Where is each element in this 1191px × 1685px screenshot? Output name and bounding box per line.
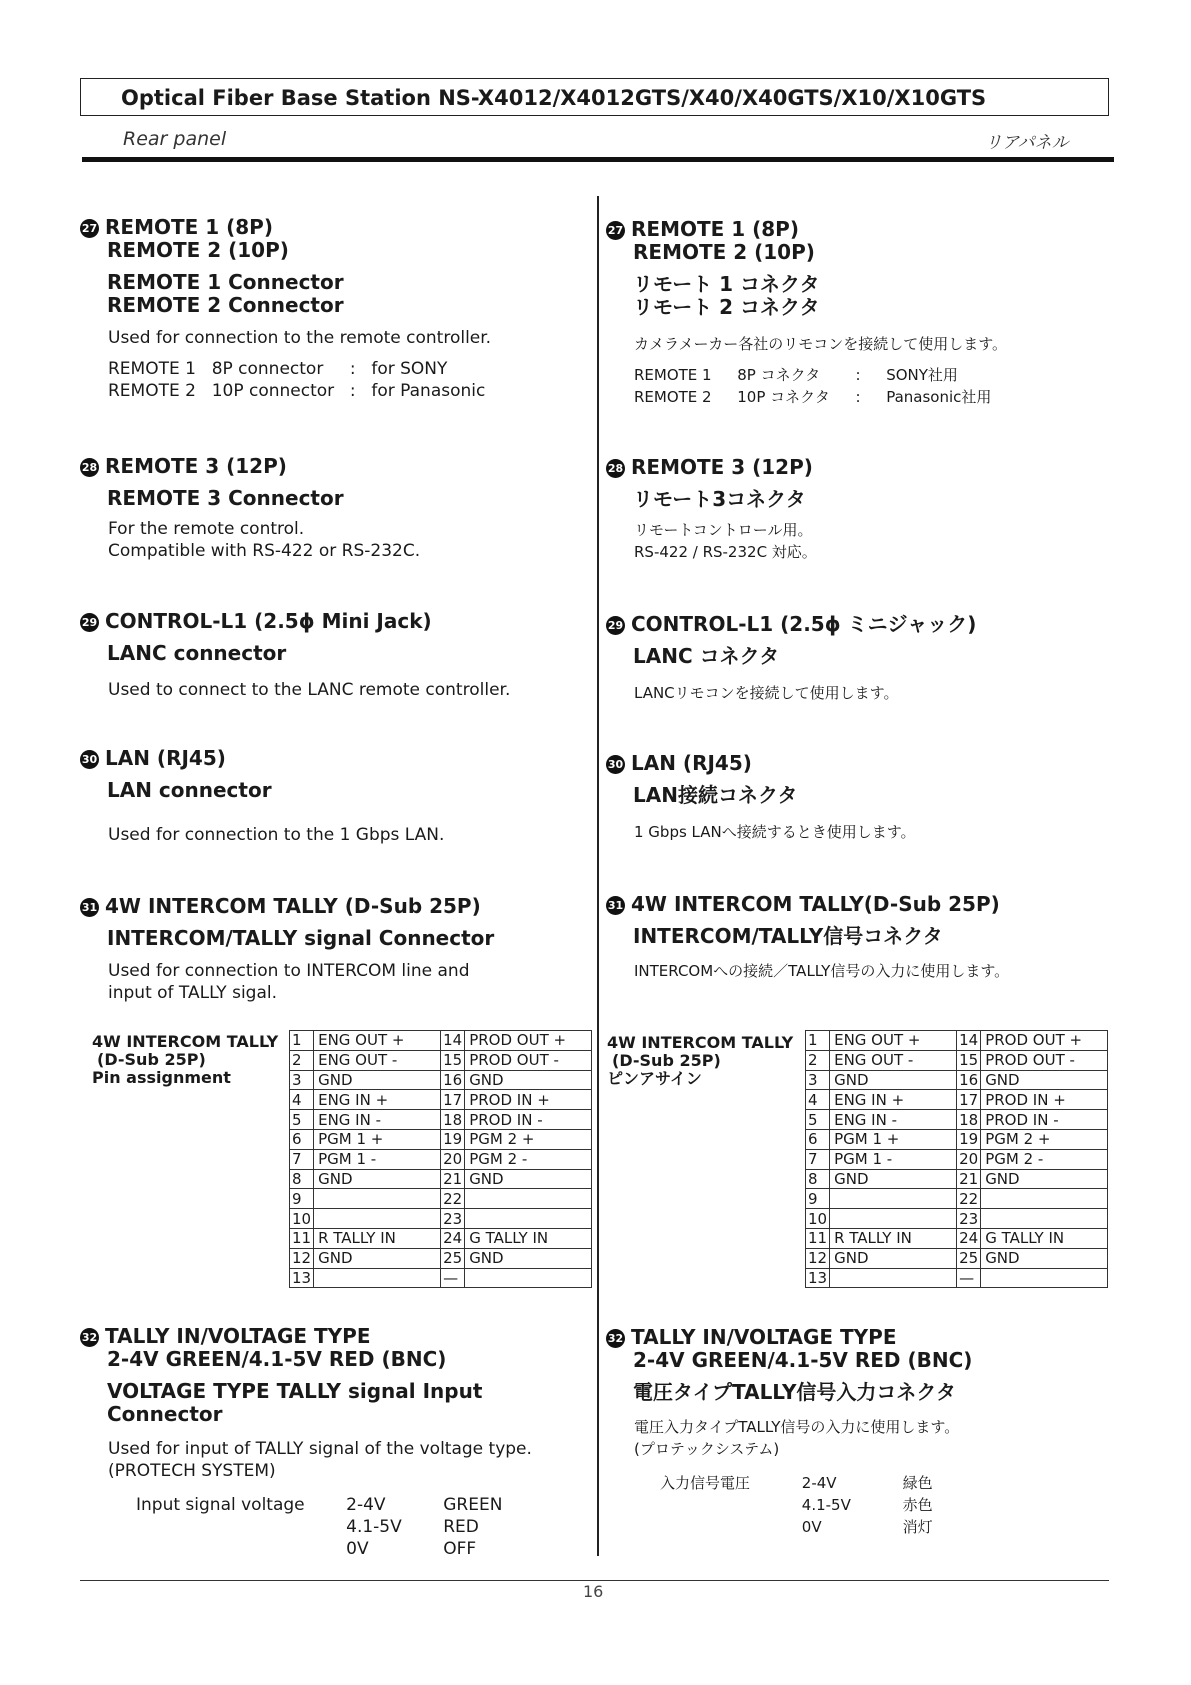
pin-number: 17 [957,1090,981,1110]
pin-signal: PGM 2 + [465,1129,592,1149]
en-s29-title: CONTROL-L1 (2.5ϕ Mini Jack) [105,609,432,633]
pin-signal [981,1268,1108,1288]
jp-s27-spec [606,364,1007,408]
pin-signal [314,1209,441,1229]
en-pin-label1: 4W INTERCOM TALLY [92,1032,279,1051]
section-number-badge: 32 [80,1328,99,1347]
pin-signal: GND [465,1169,592,1189]
section-number-badge: 30 [80,750,99,769]
pin-number: 4 [806,1090,830,1110]
en-s32-desc [80,1438,532,1482]
page-number: 16 [583,1582,604,1601]
pin-number: 6 [290,1129,314,1149]
voltage-state: 赤色 [902,1496,933,1514]
pin-number: 9 [290,1189,314,1209]
jp-s30-desc: 1 Gbps LANへ接続するとき使用します。 [634,823,916,841]
page-title: Optical Fiber Base Station NS-X4012/X4012GTS/X40/X40GTS/X10/X10GTS [121,86,987,110]
pin-signal: PROD IN + [465,1090,592,1110]
spec-cell: 8P コネクタ [737,366,821,384]
footer-rule [80,1580,1109,1581]
pin-signal: ENG IN - [314,1110,441,1130]
jp-pin-table [805,1030,1108,1288]
en-s31-desc1: Used for connection to INTERCOM line and [108,961,470,981]
pin-row [290,1189,592,1209]
en-s27-sub2: REMOTE 2 Connector [107,293,344,317]
en-s27-subtitle [80,271,491,317]
pin-signal: GND [830,1070,957,1090]
pin-row [806,1031,1108,1051]
pin-signal: PGM 2 - [981,1149,1108,1169]
pin-signal [465,1189,592,1209]
pin-number: 19 [957,1129,981,1149]
en-s27-sub1: REMOTE 1 Connector [107,270,344,294]
jp-s31-heading [606,893,1009,916]
pin-number: 20 [957,1149,981,1169]
pin-row [806,1228,1108,1248]
pin-signal: ENG IN + [314,1090,441,1110]
pin-number: 21 [957,1169,981,1189]
pin-number: 18 [441,1110,465,1130]
pin-signal: PROD IN - [981,1110,1108,1130]
pin-signal [465,1209,592,1229]
spec-cell: : [349,381,356,401]
pin-number: 4 [290,1090,314,1110]
section-number-badge: 28 [80,458,99,477]
en-section-30 [80,747,444,846]
pin-number: 16 [957,1070,981,1090]
en-s27-title2: REMOTE 2 (10P) [107,238,289,262]
pin-row [806,1090,1108,1110]
en-s32-voltages [80,1494,532,1560]
jp-s32-desc2: (プロテックシステム) [634,1440,780,1458]
en-s31-heading [80,895,494,918]
spec-cell: : [855,366,861,384]
voltage-state: 消灯 [902,1518,933,1536]
pin-signal: GND [314,1070,441,1090]
pin-row [290,1070,592,1090]
pin-signal [981,1189,1108,1209]
en-s32-desc2: (PROTECH SYSTEM) [108,1461,276,1481]
pin-number: 17 [441,1090,465,1110]
pin-number: 22 [957,1189,981,1209]
jp-s28-desc2: RS-422 / RS-232C 対応。 [634,543,817,561]
en-s27-desc: Used for connection to the remote controller. [108,328,492,348]
jp-s30-sub: LAN接続コネクタ [633,783,798,807]
jp-s28-sub: リモート3コネクタ [633,487,806,511]
pin-signal: GND [830,1248,957,1268]
pin-signal [830,1189,957,1209]
en-s32-title1: TALLY IN/VOLTAGE TYPE [105,1324,371,1348]
section-number-badge: 29 [80,613,99,632]
pin-signal [314,1268,441,1288]
en-s31-title: 4W INTERCOM TALLY (D-Sub 25P) [105,894,481,918]
pin-signal: GND [981,1070,1108,1090]
voltage-label: Input signal voltage [136,1495,305,1515]
section-number-badge: 28 [606,459,625,478]
pin-number: 5 [806,1110,830,1130]
pin-number: 7 [290,1149,314,1169]
subtitle-jp: リアパネル [985,133,1069,153]
voltage-state: RED [443,1517,479,1537]
pin-signal: R TALLY IN [314,1228,441,1248]
en-section-31 [80,895,494,1004]
pin-number: 13 [806,1268,830,1288]
pin-signal: GND [314,1169,441,1189]
pin-number: 12 [806,1248,830,1268]
jp-s27-desc: カメラメーカー各社のリモコンを接続して使用します。 [634,335,1008,353]
en-s28-heading [80,455,420,478]
en-s32-heading [80,1325,532,1371]
pin-signal: ENG OUT + [314,1031,441,1051]
en-s32-sub1: VOLTAGE TYPE TALLY signal Input [107,1379,483,1403]
pin-number: 15 [957,1050,981,1070]
en-s30-title: LAN (RJ45) [105,746,226,770]
pin-number: 24 [441,1228,465,1248]
header-box [80,78,1109,116]
pin-row [806,1209,1108,1229]
pin-number: 25 [957,1248,981,1268]
pin-number: 14 [441,1031,465,1051]
jp-s31-sub: INTERCOM/TALLY信号コネクタ [633,924,943,948]
pin-signal: PGM 2 - [465,1149,592,1169]
jp-section-29 [606,613,976,704]
pin-number: — [441,1268,465,1288]
section-number-badge: 27 [606,221,625,240]
spec-cell: 10P コネクタ [737,388,830,406]
jp-s29-sub: LANC コネクタ [633,644,780,668]
spec-cell: REMOTE 1 [634,366,712,384]
en-pin-label3: Pin assignment [92,1068,231,1087]
pin-number: 18 [957,1110,981,1130]
spec-cell: Panasonic社用 [886,388,992,406]
pin-number: 14 [957,1031,981,1051]
jp-s32-title1: TALLY IN/VOLTAGE TYPE [631,1325,897,1349]
pin-row [806,1129,1108,1149]
pin-row [806,1248,1108,1268]
jp-s28-desc [606,519,817,563]
en-section-28 [80,455,420,562]
pin-number: 5 [290,1110,314,1130]
en-s32-subtitle [80,1380,532,1426]
pin-number: 20 [441,1149,465,1169]
pin-number: 15 [441,1050,465,1070]
spec-cell: : [855,388,861,406]
jp-s28-desc1: リモートコントロール用。 [634,521,813,539]
pin-number: 8 [290,1169,314,1189]
spec-cell: for Panasonic [371,381,486,401]
pin-signal: PROD OUT - [981,1050,1108,1070]
pin-signal: ENG OUT + [830,1031,957,1051]
en-s28-desc1: For the remote control. [108,519,305,539]
header-rule [82,157,1114,162]
voltage-value: 4.1-5V [801,1496,851,1514]
pin-row [290,1248,592,1268]
pin-signal [465,1268,592,1288]
jp-s32-desc1: 電圧入力タイプTALLY信号の入力に使用します。 [634,1418,960,1436]
pin-row [290,1110,592,1130]
pin-signal: ENG IN + [830,1090,957,1110]
pin-signal [830,1209,957,1229]
pin-number: 13 [290,1268,314,1288]
pin-signal: PGM 1 + [830,1129,957,1149]
pin-number: 10 [806,1209,830,1229]
pin-signal: PGM 2 + [981,1129,1108,1149]
pin-row [290,1090,592,1110]
jp-s32-sub: 電圧タイプTALLY信号入力コネクタ [633,1380,957,1404]
pin-number: 10 [290,1209,314,1229]
en-s27-spec [80,358,491,402]
pin-signal: GND [465,1248,592,1268]
jp-s31-title: 4W INTERCOM TALLY(D-Sub 25P) [631,892,1000,916]
pin-row [806,1169,1108,1189]
pin-number: 11 [806,1228,830,1248]
pin-number: 19 [441,1129,465,1149]
jp-section-30 [606,752,916,843]
jp-s28-title: REMOTE 3 (12P) [631,455,813,479]
spec-cell: REMOTE 1 [108,359,196,379]
pin-table-body [806,1031,1108,1288]
voltage-value: 0V [801,1518,822,1536]
pin-signal: PGM 1 - [830,1149,957,1169]
pin-signal: PROD OUT + [465,1031,592,1051]
jp-s27-subtitle [606,273,1007,319]
voltage-state: OFF [443,1539,477,1559]
voltage-state: GREEN [443,1495,503,1515]
pin-number: 1 [290,1031,314,1051]
pin-row [290,1228,592,1248]
pin-signal: G TALLY IN [465,1228,592,1248]
jp-s32-desc [606,1416,972,1460]
en-s27-heading [80,216,491,262]
voltage-value: 4.1-5V [346,1517,402,1537]
pin-signal [981,1209,1108,1229]
pin-row [806,1050,1108,1070]
pin-row [290,1050,592,1070]
en-pin-table [289,1030,592,1288]
en-s31-desc2: input of TALLY sigal. [108,983,278,1003]
en-s29-desc: Used to connect to the LANC remote controller. [108,680,511,700]
jp-section-28 [606,456,817,563]
en-section-32 [80,1325,532,1560]
subtitle-en: Rear panel [123,128,227,150]
jp-s32-heading [606,1326,972,1372]
pin-row [290,1169,592,1189]
pin-row [290,1031,592,1051]
voltage-label: 入力信号電圧 [660,1474,751,1492]
en-s28-title: REMOTE 3 (12P) [105,454,287,478]
jp-s29-heading [606,613,976,636]
jp-s27-sub2: リモート 2 コネクタ [633,295,820,319]
spec-cell: for SONY [371,359,448,379]
pin-signal: PGM 1 - [314,1149,441,1169]
pin-row [806,1149,1108,1169]
en-s32-title2: 2-4V GREEN/4.1-5V RED (BNC) [107,1347,447,1371]
spec-cell: 10P connector [211,381,335,401]
en-s31-sub: INTERCOM/TALLY signal Connector [107,926,495,950]
pin-signal: GND [830,1169,957,1189]
pin-number: 3 [290,1070,314,1090]
pin-signal: GND [314,1248,441,1268]
pin-signal: PROD OUT - [465,1050,592,1070]
pin-number: 3 [806,1070,830,1090]
jp-s32-voltages [606,1472,972,1538]
jp-s30-heading [606,752,916,775]
pin-number: 7 [806,1149,830,1169]
jp-pin-label [607,1034,793,1088]
pin-signal: ENG OUT - [314,1050,441,1070]
pin-number: 9 [806,1189,830,1209]
jp-pin-label2: (D-Sub 25P) [612,1051,721,1070]
pin-signal: GND [981,1169,1108,1189]
jp-s32-title2: 2-4V GREEN/4.1-5V RED (BNC) [633,1348,973,1372]
section-number-badge: 32 [606,1329,625,1348]
spec-cell: SONY社用 [886,366,958,384]
spec-cell: REMOTE 2 [634,388,712,406]
pin-number: 2 [806,1050,830,1070]
pin-signal: PROD IN - [465,1110,592,1130]
jp-section-31 [606,893,1009,982]
jp-s30-title: LAN (RJ45) [631,751,752,775]
pin-row [806,1070,1108,1090]
pin-number: 24 [957,1228,981,1248]
column-divider [597,196,599,1556]
pin-signal: GND [981,1248,1108,1268]
pin-signal: PROD OUT + [981,1031,1108,1051]
pin-number: 11 [290,1228,314,1248]
pin-number: 25 [441,1248,465,1268]
en-s28-sub: REMOTE 3 Connector [107,486,344,510]
pin-signal: PGM 1 + [314,1129,441,1149]
pin-number: 8 [806,1169,830,1189]
pin-table-body [290,1031,592,1288]
section-number-badge: 30 [606,755,625,774]
pin-number: 22 [441,1189,465,1209]
jp-s29-desc: LANCリモコンを接続して使用します。 [634,684,899,702]
section-number-badge: 27 [80,219,99,238]
en-s31-desc [80,960,494,1004]
en-pin-label2: (D-Sub 25P) [97,1050,206,1069]
pin-number: 6 [806,1129,830,1149]
jp-s27-heading [606,218,1007,264]
pin-signal: ENG OUT - [830,1050,957,1070]
pin-number: 16 [441,1070,465,1090]
jp-pin-label3: ピンアサイン [607,1069,702,1088]
jp-s29-title: CONTROL-L1 (2.5ϕ ミニジャック) [631,612,977,636]
section-number-badge: 29 [606,616,625,635]
pin-number: 23 [957,1209,981,1229]
en-section-29 [80,610,510,701]
pin-signal: GND [465,1070,592,1090]
jp-pin-label1: 4W INTERCOM TALLY [607,1033,794,1052]
pin-row [806,1110,1108,1130]
spec-cell: REMOTE 2 [108,381,196,401]
pin-number: 2 [290,1050,314,1070]
spec-cell: 8P connector [211,359,324,379]
pin-number: 1 [806,1031,830,1051]
pin-row [290,1149,592,1169]
pin-row [290,1209,592,1229]
spec-cell: : [349,359,356,379]
en-s30-desc: Used for connection to the 1 Gbps LAN. [108,825,445,845]
en-s29-heading [80,610,510,633]
pin-row [806,1268,1108,1288]
en-s30-heading [80,747,444,770]
pin-number: — [957,1268,981,1288]
jp-s28-heading [606,456,817,479]
pin-number: 21 [441,1169,465,1189]
pin-signal: ENG IN - [830,1110,957,1130]
pin-signal: R TALLY IN [830,1228,957,1248]
pin-signal: PROD IN + [981,1090,1108,1110]
section-number-badge: 31 [80,898,99,917]
pin-row [290,1268,592,1288]
jp-s27-title2: REMOTE 2 (10P) [633,240,815,264]
en-s27-title1: REMOTE 1 (8P) [105,215,273,239]
pin-number: 12 [290,1248,314,1268]
en-s28-desc2: Compatible with RS-422 or RS-232C. [108,541,421,561]
en-s32-sub2: Connector [107,1402,223,1426]
jp-section-27 [606,218,1007,408]
pin-row [806,1189,1108,1209]
voltage-value: 0V [346,1539,369,1559]
jp-s27-sub1: リモート 1 コネクタ [633,272,820,296]
pin-signal [830,1268,957,1288]
en-s28-desc [80,518,420,562]
pin-number: 23 [441,1209,465,1229]
en-s32-desc1: Used for input of TALLY signal of the voltage type. [108,1439,532,1459]
pin-signal: G TALLY IN [981,1228,1108,1248]
voltage-state: 緑色 [902,1474,933,1492]
en-section-27 [80,216,491,402]
voltage-value: 2-4V [801,1474,837,1492]
jp-section-32 [606,1326,972,1538]
section-number-badge: 31 [606,896,625,915]
voltage-value: 2-4V [346,1495,386,1515]
jp-s27-title1: REMOTE 1 (8P) [631,217,799,241]
en-s29-sub: LANC connector [107,641,287,665]
pin-row [290,1129,592,1149]
pin-signal [314,1189,441,1209]
en-pin-label [92,1033,278,1087]
jp-s31-desc: INTERCOMへの接続／TALLY信号の入力に使用します。 [634,962,1010,980]
en-s30-sub: LAN connector [107,778,272,802]
